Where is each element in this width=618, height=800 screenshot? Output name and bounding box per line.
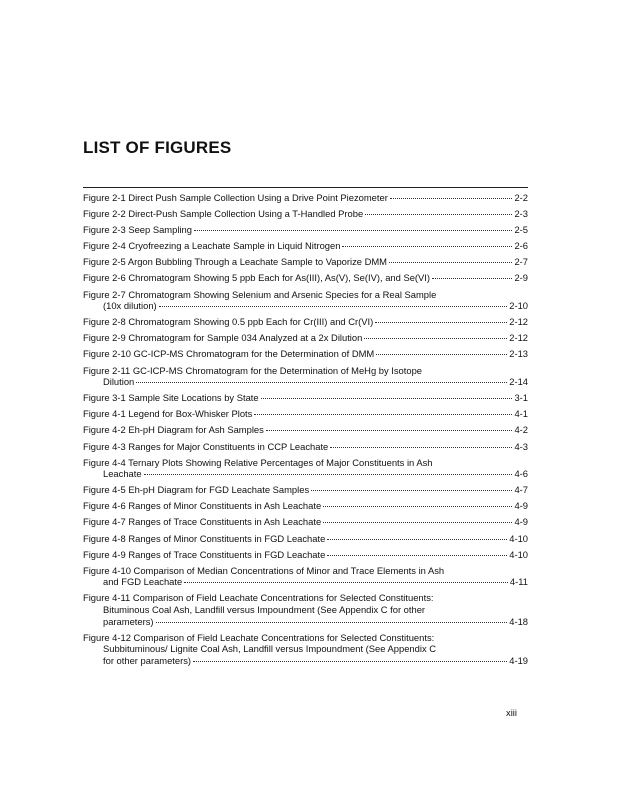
figure-entry[interactable]	[83, 256, 528, 268]
figure-caption-text: Figure 4-10 Comparison of Median Concentrations of Minor and Trace Elements in Ash	[83, 564, 445, 576]
figure-page-number: 3-1	[514, 392, 528, 404]
figure-entry[interactable]	[83, 549, 528, 561]
dot-leader	[194, 230, 513, 231]
dot-leader	[261, 398, 513, 399]
dot-leader	[376, 354, 507, 355]
figure-caption-text: Figure 4-8 Ranges of Minor Constituents in FGD Leachate	[83, 532, 326, 544]
dot-leader	[327, 539, 507, 540]
page-number: xiii	[506, 707, 517, 718]
figure-entry-line	[83, 208, 528, 220]
title-rule	[83, 187, 528, 188]
dot-leader	[254, 414, 512, 415]
figure-entry[interactable]	[83, 192, 528, 204]
figure-entry-line	[83, 424, 528, 436]
figure-entry-line	[83, 256, 528, 268]
figure-entry-line	[83, 240, 528, 252]
figure-caption-text: Figure 4-11 Comparison of Field Leachate Concentrations for Selected Constituents:	[83, 592, 434, 604]
figure-page-number: 2-7	[514, 256, 528, 268]
figure-entry[interactable]	[83, 424, 528, 436]
figure-page-number: 4-9	[514, 516, 528, 528]
figure-caption-text: Figure 2-9 Chromatogram for Sample 034 Analyzed at a 2x Dilution	[83, 332, 363, 344]
figure-list	[83, 192, 528, 671]
figure-entry[interactable]	[83, 441, 528, 453]
figure-entry-line	[83, 192, 528, 204]
figure-entry-line	[83, 533, 528, 545]
figure-page-number: 2-9	[514, 272, 528, 284]
dot-leader	[375, 322, 507, 323]
figure-caption-text: Dilution	[103, 376, 135, 388]
figure-entry[interactable]	[83, 332, 528, 344]
figure-caption-text: Figure 4-9 Ranges of Trace Constituents in FGD Leachate	[83, 548, 326, 560]
dot-leader	[365, 214, 512, 215]
figure-entry-line	[83, 643, 528, 655]
dot-leader	[136, 382, 507, 383]
figure-page-number: 2-2	[514, 192, 528, 203]
figure-entry-line	[83, 289, 528, 301]
figure-entry-line	[83, 441, 528, 453]
dot-leader	[323, 522, 512, 523]
figure-entry-line	[83, 332, 528, 344]
figure-entry[interactable]	[83, 408, 528, 420]
figure-entry[interactable]	[83, 224, 528, 236]
figure-entry-line	[83, 565, 528, 577]
figure-page-number: 4-11	[509, 576, 528, 588]
figure-entry-line	[83, 348, 528, 360]
dot-leader	[389, 262, 512, 263]
figure-entry-line	[83, 316, 528, 328]
figure-entry[interactable]	[83, 392, 528, 404]
figure-page-number: 2-12	[509, 332, 528, 344]
figure-entry-line	[83, 457, 528, 469]
figure-entry-line	[83, 468, 528, 480]
figure-entry[interactable]	[83, 457, 528, 480]
figure-caption-text: Figure 2-1 Direct Push Sample Collection Using a Drive Point Piezometer	[83, 192, 388, 203]
figure-entry-line	[83, 300, 528, 312]
dot-leader	[327, 555, 507, 556]
figure-caption-text: Subbituminous/ Lignite Coal Ash, Landfill versus Impoundment (See Appendix C	[103, 643, 437, 655]
figure-entry-line	[83, 604, 528, 616]
figure-page-number: 4-7	[514, 484, 528, 496]
figure-caption-text: Figure 4-2 Eh-pH Diagram for Ash Samples	[83, 424, 264, 436]
dot-leader	[184, 582, 508, 583]
figure-page-number: 4-2	[514, 424, 528, 436]
figure-page-number: 2-10	[509, 300, 528, 312]
figure-entry-line	[83, 655, 528, 667]
figure-caption-text: Figure 2-4 Cryofreezing a Leachate Sample in Liquid Nitrogen	[83, 240, 341, 252]
figure-entry[interactable]	[83, 533, 528, 545]
figure-entry-line	[83, 632, 528, 644]
figure-page-number: 4-9	[514, 500, 528, 512]
dot-leader	[432, 278, 512, 279]
figure-entry[interactable]	[83, 240, 528, 252]
figure-entry[interactable]	[83, 592, 528, 627]
figure-entry-line	[83, 365, 528, 377]
figure-caption-text: for other parameters)	[103, 654, 192, 666]
figure-caption-text: Figure 4-4 Ternary Plots Showing Relative Percentages of Major Constituents in Ash	[83, 456, 433, 468]
figure-entry-line	[83, 392, 528, 404]
figure-entry-line	[83, 272, 528, 284]
figure-entry[interactable]	[83, 565, 528, 588]
figure-page-number: 2-3	[514, 208, 528, 220]
figure-caption-text: Bituminous Coal Ash, Landfill versus Impoundment (See Appendix C for other	[103, 604, 426, 616]
figure-caption-text: Figure 2-10 GC-ICP-MS Chromatogram for the Determination of DMM	[83, 348, 375, 360]
figure-entry[interactable]	[83, 289, 528, 312]
figure-entry[interactable]	[83, 484, 528, 496]
figure-entry-line	[83, 616, 528, 628]
figure-page-number: 4-10	[509, 548, 528, 560]
figure-page-number: 4-19	[509, 654, 528, 666]
figure-caption-text: Figure 2-5 Argon Bubbling Through a Leachate Sample to Vaporize DMM	[83, 256, 387, 268]
figure-page-number: 4-10	[509, 532, 528, 544]
figure-caption-text: Figure 4-6 Ranges of Minor Constituents in Ash Leachate	[83, 500, 322, 512]
figure-caption-text: (10x dilution)	[103, 300, 157, 312]
page-title: LIST OF FIGURES	[83, 138, 232, 157]
figure-page-number: 4-6	[514, 468, 528, 480]
figure-entry-line	[83, 576, 528, 588]
figure-entry-line	[83, 592, 528, 604]
figure-entry-line	[83, 408, 528, 420]
figure-page-number: 2-13	[509, 348, 528, 360]
figure-caption-text: Figure 4-12 Comparison of Field Leachate Concentrations for Selected Constituents:	[83, 631, 435, 643]
dot-leader	[323, 506, 512, 507]
figure-caption-text: Figure 2-7 Chromatogram Showing Selenium and Arsenic Species for a Real Sample	[83, 288, 437, 300]
figure-entry-line	[83, 549, 528, 561]
figure-caption-text: Figure 2-8 Chromatogram Showing 0.5 ppb Each for Cr(III) and Cr(VI)	[83, 316, 374, 328]
figure-entry[interactable]	[83, 365, 528, 388]
dot-leader	[144, 474, 513, 475]
figure-entry-line	[83, 376, 528, 388]
dot-leader	[330, 447, 512, 448]
figure-entry[interactable]	[83, 208, 528, 220]
figure-caption-text: Figure 2-11 GC-ICP-MS Chromatogram for the Determination of MeHg by Isotope	[83, 364, 423, 376]
figure-caption-text: Figure 4-3 Ranges for Major Constituents in CCP Leachate	[83, 440, 329, 452]
figure-page-number: 4-1	[514, 408, 528, 420]
figure-caption-text: Figure 4-1 Legend for Box-Whisker Plots	[83, 408, 253, 420]
figure-entry[interactable]	[83, 272, 528, 284]
figure-page-number: 2-14	[509, 376, 528, 388]
figure-caption-text: and FGD Leachate	[103, 576, 183, 588]
dot-leader	[342, 246, 512, 247]
figure-page-number: 4-18	[509, 615, 528, 627]
figure-page-number: 4-3	[514, 440, 528, 452]
figure-page-number: 2-12	[509, 316, 528, 328]
figure-caption-text: Figure 4-7 Ranges of Trace Constituents in Ash Leachate	[83, 516, 322, 528]
figure-caption-text: parameters)	[103, 615, 154, 627]
figure-entry-line	[83, 224, 528, 236]
figure-entry-line	[83, 500, 528, 512]
figure-entry[interactable]	[83, 632, 528, 667]
dot-leader	[159, 306, 508, 307]
figure-page-number: 2-5	[514, 224, 528, 236]
figure-caption-text: Figure 3-1 Sample Site Locations by State	[83, 392, 259, 404]
dot-leader	[364, 338, 507, 339]
figure-caption-text: Figure 2-2 Direct-Push Sample Collection Using a T-Handled Probe	[83, 208, 364, 220]
dot-leader	[266, 430, 513, 431]
figure-caption-text: Figure 2-6 Chromatogram Showing 5 ppb Each for As(III), As(V), Se(IV), and Se(VI)	[83, 272, 431, 284]
figure-caption-text: Figure 4-5 Eh-pH Diagram for FGD Leachate Samples	[83, 484, 310, 496]
figure-entry-line	[83, 484, 528, 496]
figure-entry-line	[83, 516, 528, 528]
figure-page-number: 2-6	[514, 240, 528, 252]
figure-caption-text: Figure 2-3 Seep Sampling	[83, 224, 192, 236]
figure-entry[interactable]	[83, 348, 528, 360]
dot-leader	[311, 490, 512, 491]
figure-entry[interactable]	[83, 516, 528, 528]
dot-leader	[390, 198, 513, 199]
dot-leader	[193, 661, 507, 662]
dot-leader	[156, 622, 508, 623]
figure-entry[interactable]	[83, 500, 528, 512]
figure-caption-text: Leachate	[103, 468, 142, 480]
figure-entry[interactable]	[83, 316, 528, 328]
